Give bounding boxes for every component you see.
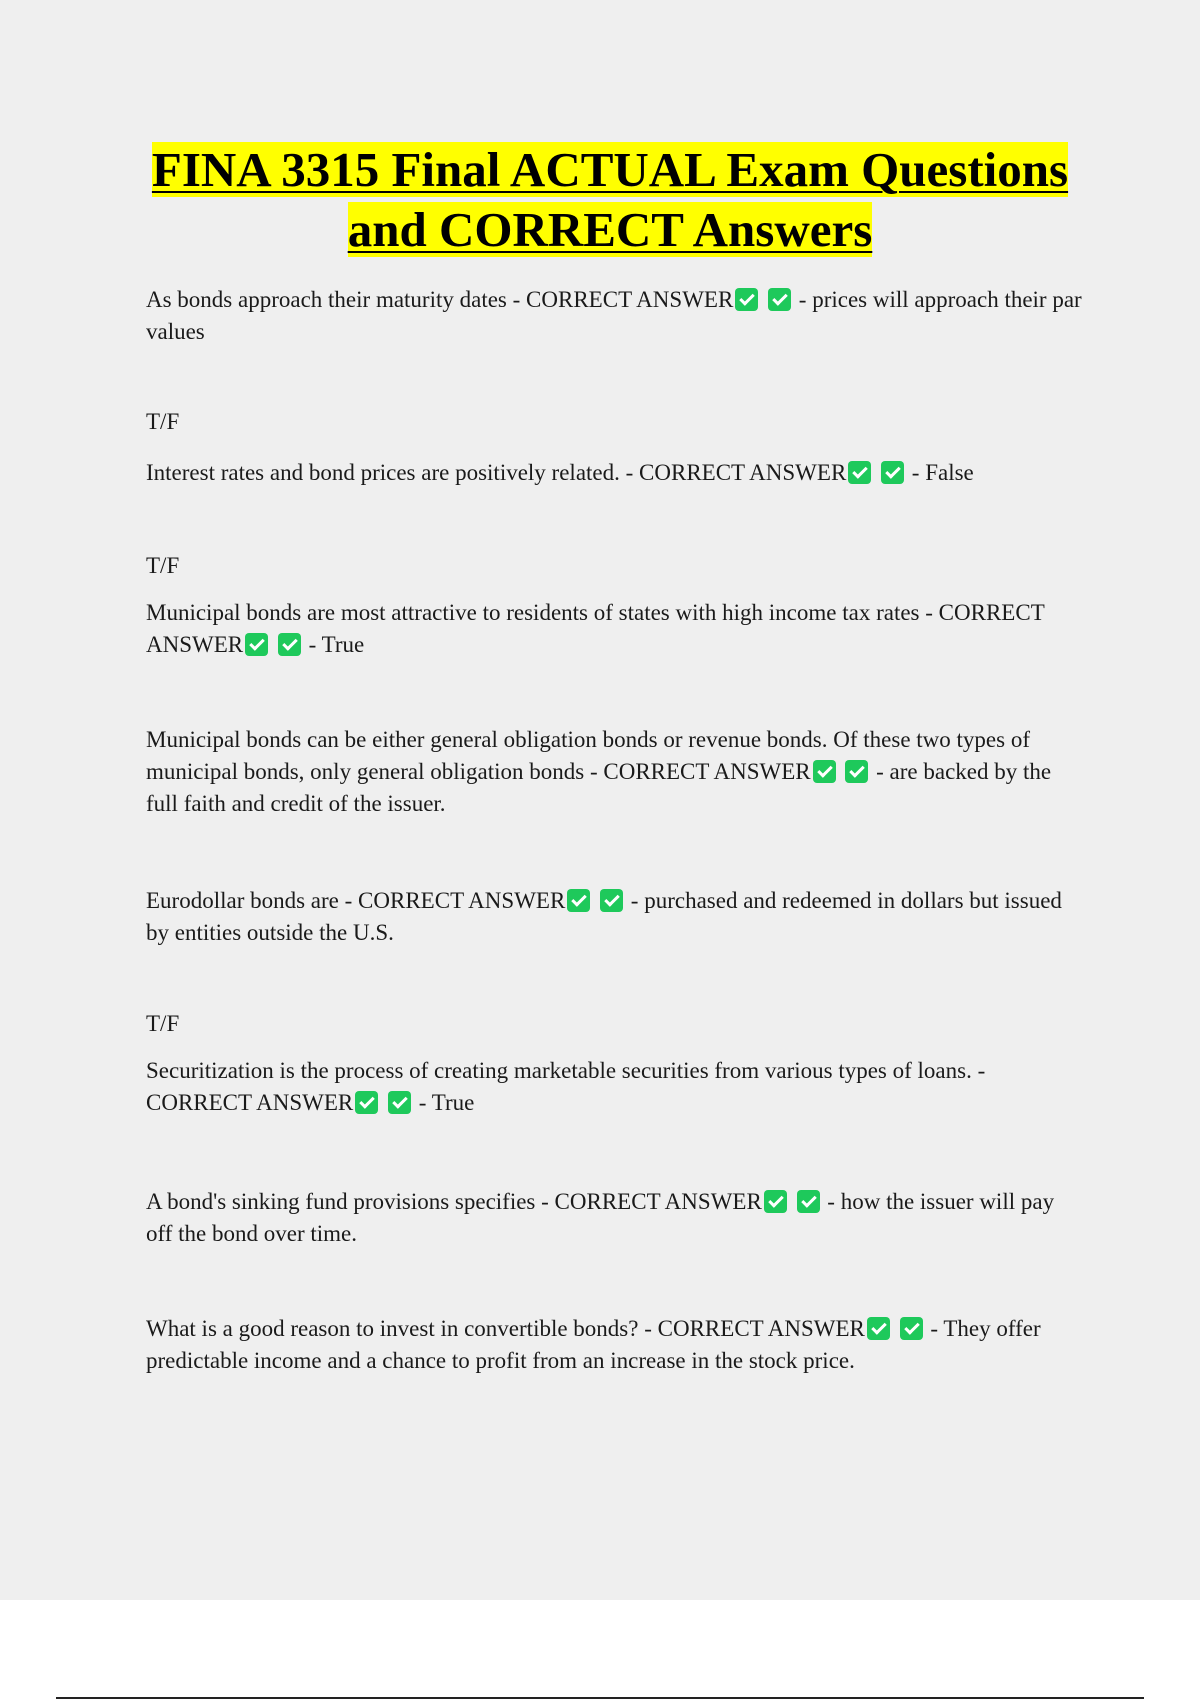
answer-marker: CORRECT ANSWER [526,287,734,312]
answer-marker: CORRECT ANSWER [146,600,1045,657]
footer-divider [56,1697,1144,1699]
answer-text: - are backed by the full faith and credit of the issuer. [146,759,1052,816]
check-mark-icon [845,760,868,783]
answer-text: - They offer predictable income and a chance to profit from an increase in the stock price. [146,1316,1041,1373]
check-mark-icon [768,288,791,311]
answer-text: - how the issuer will pay off the bond over time. [146,1189,1055,1246]
check-mark-icon [813,760,836,783]
qa-item-1 [146,284,1086,348]
question-text: As bonds approach their maturity dates - [146,287,521,312]
question-text: Municipal bonds can be either general obligation bonds or revenue bonds. Of these two types of municipal bonds, only general obligation bonds - [146,727,1030,784]
check-mark-icon [881,461,904,484]
qa-item-5 [146,885,1086,949]
check-mark-icon [388,1091,411,1114]
check-mark-icon [567,889,590,912]
qa-item-2 [146,457,1086,489]
qa-item-3 [146,597,1086,661]
page-title [130,140,1090,260]
answer-marker: CORRECT ANSWER [358,888,566,913]
check-mark-icon [278,633,301,656]
check-mark-icon [735,288,758,311]
qa-item-8 [146,1313,1086,1377]
title-line-1: FINA 3315 Final ACTUAL Exam Questions [151,142,1069,197]
answer-text: - prices will approach their par values [146,287,1082,344]
check-mark-icon [848,461,871,484]
qa-item-7 [146,1186,1086,1250]
check-mark-icon [900,1317,923,1340]
tf-label: T/F [146,553,180,578]
check-mark-icon [245,633,268,656]
question-text: Interest rates and bond prices are positively related. - [146,460,634,485]
question-text: Securitization is the process of creating marketable securities from various types of loans. - [146,1058,986,1083]
check-mark-icon [797,1190,820,1213]
answer-text: - True [418,1090,475,1115]
check-mark-icon [764,1190,787,1213]
answer-text: - True [308,632,365,657]
question-text: Eurodollar bonds are - [146,888,353,913]
qa-item-6 [146,1055,1086,1119]
check-mark-icon [600,889,623,912]
answer-marker: CORRECT ANSWER [639,460,847,485]
qa-item-4 [146,724,1086,820]
question-text: Municipal bonds are most attractive to residents of states with high income tax rates - [146,600,933,625]
answer-marker: CORRECT ANSWER [603,759,811,784]
title-line-2: and CORRECT Answers [347,202,873,257]
question-text: A bond's sinking fund provisions specifies - [146,1189,549,1214]
answer-text: - purchased and redeemed in dollars but issued by entities outside the U.S. [146,888,1062,945]
tf-label: T/F [146,1011,180,1036]
check-mark-icon [355,1091,378,1114]
question-text: What is a good reason to invest in convertible bonds? - [146,1316,652,1341]
tf-label: T/F [146,409,180,434]
answer-text: - False [911,460,974,485]
answer-marker: CORRECT ANSWER [657,1316,865,1341]
answer-marker: CORRECT ANSWER [554,1189,762,1214]
answer-marker: CORRECT ANSWER [146,1090,354,1115]
check-mark-icon [867,1317,890,1340]
